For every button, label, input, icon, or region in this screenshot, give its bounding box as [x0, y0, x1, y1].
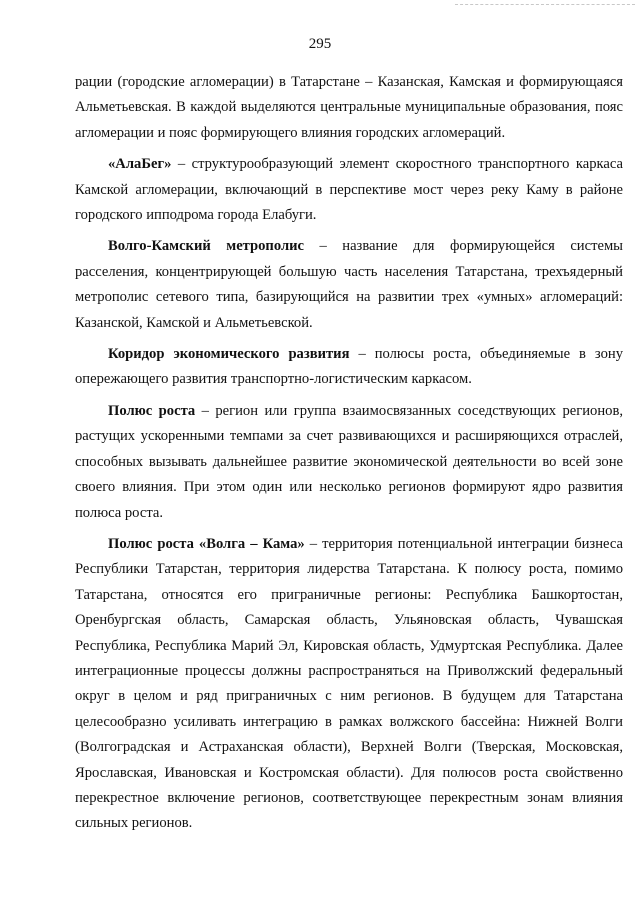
paragraph-growth-pole: [75, 399, 623, 526]
term-heading: Коридор экономического развития: [108, 346, 350, 363]
scan-edge-line: [455, 4, 635, 5]
paragraph-text: – регион или группа взаимосвязанных соседствующих регионов, растущих ускоренными темпами за счет развивающихся и расширяющихся отраслей, способных вызывать дальнейшее развитие экономической деятельности во всей зоне своего влияния. При этом один или несколько регионов формируют ядро развития полюса роста.: [75, 402, 623, 521]
paragraph-continuation: [75, 70, 623, 146]
paragraph-text: – структурообразующий элемент скоростного транспортного каркаса Камской агломерации, включающий в перспективе мост через реку Каму в районе городского ипподрома города Елабуги.: [75, 156, 623, 224]
term-heading: Полюс роста «Волга – Кама»: [108, 535, 305, 552]
paragraph-alabeg: [75, 152, 623, 228]
paragraph-text: – полюсы роста, объединяемые в зону опережающего развития транспортно-логистическим каркасом.: [75, 346, 623, 388]
document-body: [75, 70, 623, 843]
paragraph-volga-kama-metropolis: [75, 234, 623, 336]
term-heading: «АлаБег»: [108, 156, 172, 173]
term-heading: Волго-Камский метрополис: [108, 238, 305, 255]
paragraph-text: рации (городские агломерации) в Татарстане – Казанская, Камская и формирующаяся Альметьевская. В каждой выделяются центральные муниципальные образования, пояс агломерации и пояс формирующего влияния городских агломераций.: [75, 74, 623, 141]
page-number: 295: [308, 36, 332, 52]
paragraph-text: – название для формирующейся системы расселения, концентрирующей большую часть населения Татарстана, трехъядерный метрополис сетевого типа, базирующийся на развитии трех «умных» агломераций: Казанской, Камской и Альметьевской.: [75, 238, 623, 331]
paragraph-text: – территория потенциальной интеграции бизнеса Республики Татарстан, территория лидерства Татарстана. К полюсу роста, помимо Татарстана, относятся его приграничные регионы: Республика Башкортостан, Оренбургская область, Самарская область, Ульяновская область, Чувашская Республика, Республика Марий Эл, Кировская область, Удмуртская Республика. Далее интеграционные процессы должны распространяться на Приволжский федеральный округ в целом и ряд приграничных с ним регионов. В будущем для Татарстана целесообразно усиливать интеграцию в рамках волжского бассейна: Нижней Волги (Волгоградская и Астраханская области), Верхней Волги (Тверская, Московская, Ярославская, Ивановская и Костромская области). Для полюсов роста свойственно перекрестное включение регионов, соответствующее перекрестным зонам влияния сильных регионов.: [75, 535, 623, 832]
term-heading: Полюс роста: [108, 402, 196, 419]
paragraph-growth-pole-volga-kama: [75, 532, 623, 837]
paragraph-economic-corridor: [75, 342, 623, 393]
